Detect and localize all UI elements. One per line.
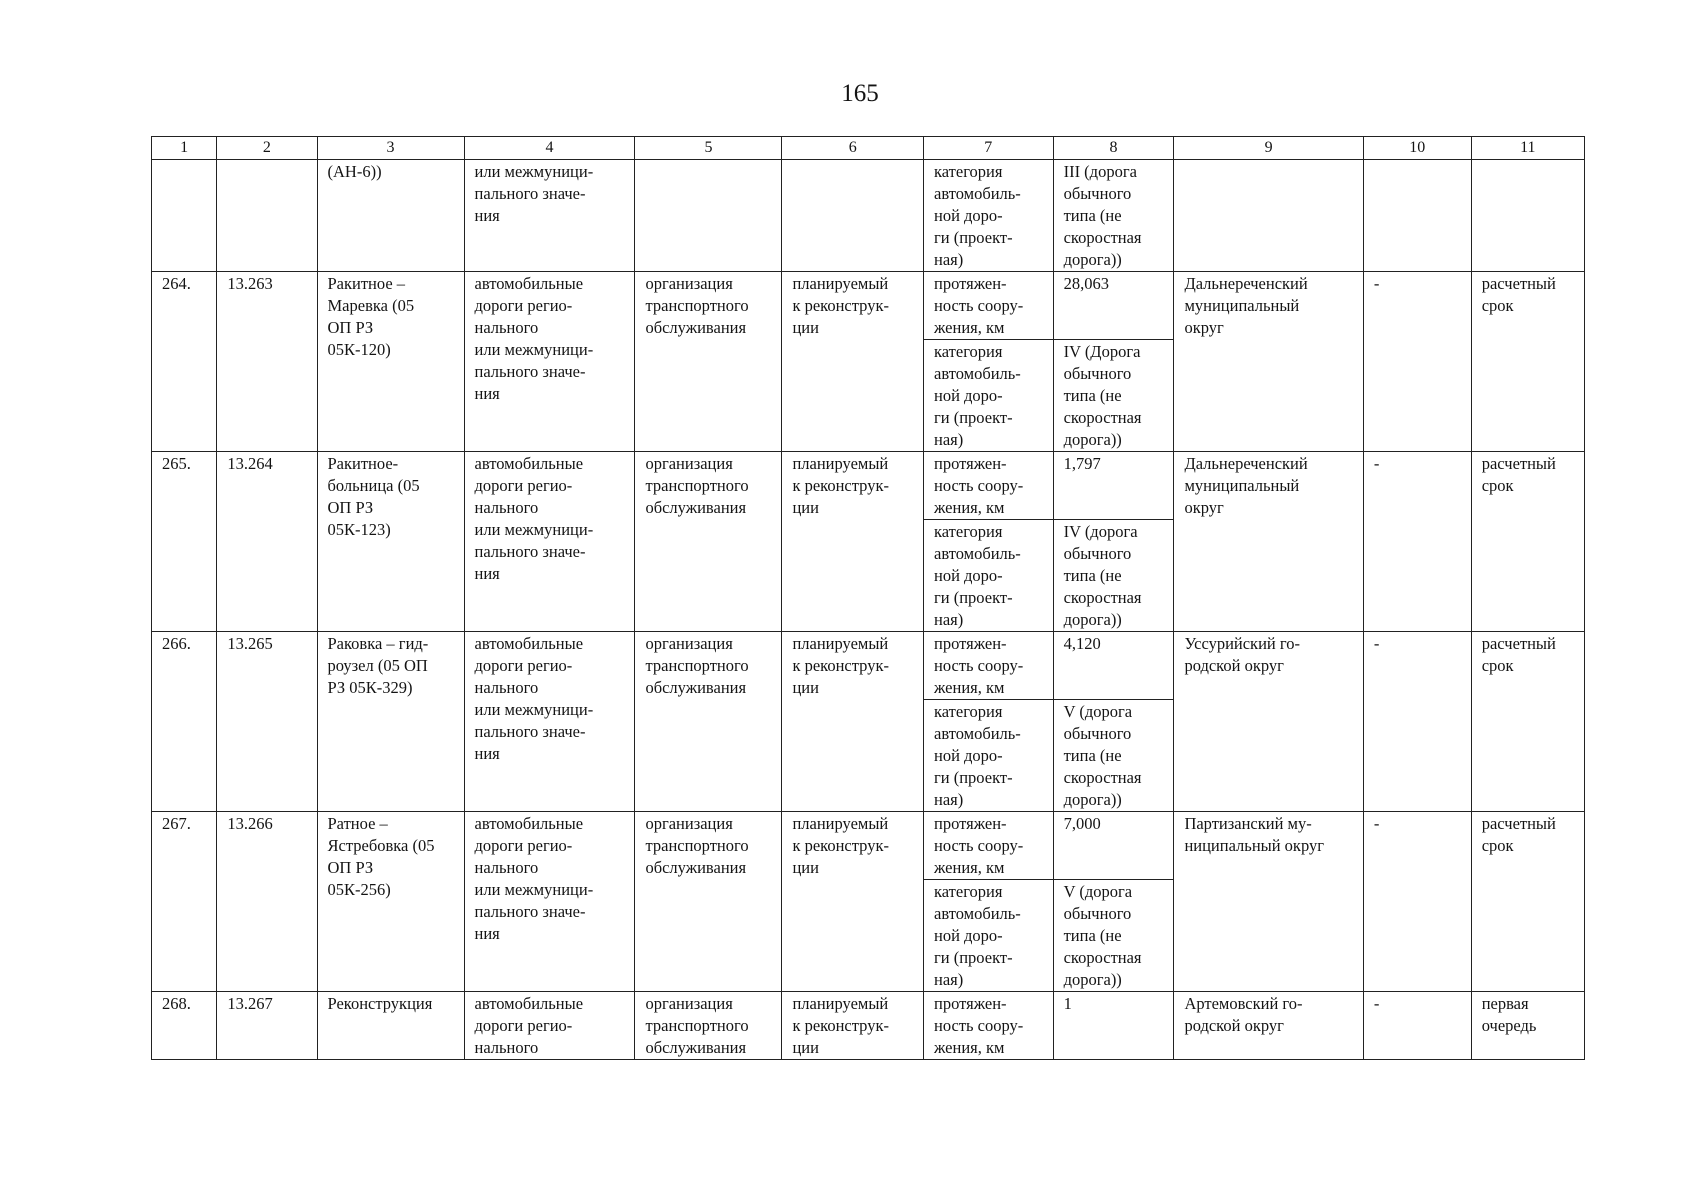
cell-status: планируемый к реконструк- ции <box>782 272 924 452</box>
cell-number: 267. <box>152 812 217 992</box>
cell-status: планируемый к реконструк- ции <box>782 812 924 992</box>
cell-status: планируемый к реконструк- ции <box>782 632 924 812</box>
cell-term <box>1471 160 1584 272</box>
column-header: 4 <box>464 137 635 160</box>
cell-number <box>152 160 217 272</box>
cell-zone <box>1363 160 1471 272</box>
cell-location: Партизанский му- ниципальный округ <box>1174 812 1363 992</box>
cell-param: категория автомобиль- ной доро- ги (проект- ная) <box>924 160 1054 272</box>
column-header: 1 <box>152 137 217 160</box>
cell-param: протяжен- ность соору- жения, км <box>924 272 1054 340</box>
cell-purpose: организация транспортного обслуживания <box>635 632 782 812</box>
cell-type: автомобильные дороги регио- нального <box>464 992 635 1060</box>
cell-purpose: организация транспортного обслуживания <box>635 992 782 1060</box>
cell-location: Дальнереченский муниципальный округ <box>1174 272 1363 452</box>
cell-location: Дальнереченский муниципальный округ <box>1174 452 1363 632</box>
table-row <box>152 452 1585 520</box>
cell-zone: - <box>1363 452 1471 632</box>
cell-type: автомобильные дороги регио- нального или межмуници- пального значе- ния <box>464 272 635 452</box>
cell-status <box>782 160 924 272</box>
cell-name: Реконструкция <box>317 992 464 1060</box>
cell-term: первая очередь <box>1471 992 1584 1060</box>
cell-param: категория автомобиль- ной доро- ги (проект- ная) <box>924 520 1054 632</box>
table-row <box>152 632 1585 700</box>
cell-value: IV (Дорога обычного типа (не скоростная дорога)) <box>1053 340 1174 452</box>
cell-param: категория автомобиль- ной доро- ги (проект- ная) <box>924 700 1054 812</box>
column-header: 7 <box>924 137 1054 160</box>
table-row <box>152 812 1585 880</box>
cell-zone: - <box>1363 992 1471 1060</box>
cell-code: 13.265 <box>217 632 317 812</box>
cell-name: Раковка – гид- роузел (05 ОП РЗ 05К-329) <box>317 632 464 812</box>
cell-number: 265. <box>152 452 217 632</box>
column-header: 6 <box>782 137 924 160</box>
column-header: 11 <box>1471 137 1584 160</box>
column-header: 5 <box>635 137 782 160</box>
cell-param: категория автомобиль- ной доро- ги (проект- ная) <box>924 340 1054 452</box>
cell-location: Артемовский го- родской округ <box>1174 992 1363 1060</box>
cell-type: автомобильные дороги регио- нального или межмуници- пального значе- ния <box>464 452 635 632</box>
cell-code: 13.266 <box>217 812 317 992</box>
cell-term: расчетный срок <box>1471 452 1584 632</box>
cell-value: 7,000 <box>1053 812 1174 880</box>
cell-number: 264. <box>152 272 217 452</box>
cell-code: 13.263 <box>217 272 317 452</box>
cell-number: 268. <box>152 992 217 1060</box>
cell-zone: - <box>1363 272 1471 452</box>
column-header: 10 <box>1363 137 1471 160</box>
cell-location <box>1174 160 1363 272</box>
cell-value: V (дорога обычного типа (не скоростная дорога)) <box>1053 700 1174 812</box>
cell-param: протяжен- ность соору- жения, км <box>924 992 1054 1060</box>
cell-zone: - <box>1363 812 1471 992</box>
cell-value: V (дорога обычного типа (не скоростная дорога)) <box>1053 880 1174 992</box>
cell-param: категория автомобиль- ной доро- ги (проект- ная) <box>924 880 1054 992</box>
column-header: 2 <box>217 137 317 160</box>
cell-location: Уссурийский го- родской округ <box>1174 632 1363 812</box>
cell-code <box>217 160 317 272</box>
cell-term: расчетный срок <box>1471 272 1584 452</box>
cell-type: автомобильные дороги регио- нального или межмуници- пального значе- ния <box>464 632 635 812</box>
cell-type: или межмуници- пального значе- ния <box>464 160 635 272</box>
cell-param: протяжен- ность соору- жения, км <box>924 452 1054 520</box>
page-number: 165 <box>841 80 879 107</box>
cell-value: 4,120 <box>1053 632 1174 700</box>
cell-purpose <box>635 160 782 272</box>
cell-code: 13.267 <box>217 992 317 1060</box>
cell-purpose: организация транспортного обслуживания <box>635 272 782 452</box>
cell-number: 266. <box>152 632 217 812</box>
cell-code: 13.264 <box>217 452 317 632</box>
table-row <box>152 992 1585 1060</box>
cell-name: Ратное – Ястребовка (05 ОП РЗ 05К-256) <box>317 812 464 992</box>
column-header: 3 <box>317 137 464 160</box>
cell-name: Ракитное- больница (05 ОП РЗ 05К-123) <box>317 452 464 632</box>
cell-param: протяжен- ность соору- жения, км <box>924 812 1054 880</box>
cell-name: (АН-6)) <box>317 160 464 272</box>
objects-table <box>151 136 1585 1060</box>
column-numbers-row <box>152 137 1585 160</box>
cell-value: 1 <box>1053 992 1174 1060</box>
cell-term: расчетный срок <box>1471 812 1584 992</box>
cell-value: IV (дорога обычного типа (не скоростная дорога)) <box>1053 520 1174 632</box>
cell-status: планируемый к реконструк- ции <box>782 452 924 632</box>
cell-status: планируемый к реконструк- ции <box>782 992 924 1060</box>
table-row <box>152 272 1585 340</box>
cell-value: III (дорога обычного типа (не скоростная дорога)) <box>1053 160 1174 272</box>
cell-zone: - <box>1363 632 1471 812</box>
cell-type: автомобильные дороги регио- нального или межмуници- пального значе- ния <box>464 812 635 992</box>
column-header: 8 <box>1053 137 1174 160</box>
cell-value: 1,797 <box>1053 452 1174 520</box>
cell-value: 28,063 <box>1053 272 1174 340</box>
cell-term: расчетный срок <box>1471 632 1584 812</box>
table-row-continuation <box>152 160 1585 272</box>
cell-name: Ракитное – Маревка (05 ОП РЗ 05К-120) <box>317 272 464 452</box>
column-header: 9 <box>1174 137 1363 160</box>
cell-param: протяжен- ность соору- жения, км <box>924 632 1054 700</box>
cell-purpose: организация транспортного обслуживания <box>635 452 782 632</box>
cell-purpose: организация транспортного обслуживания <box>635 812 782 992</box>
